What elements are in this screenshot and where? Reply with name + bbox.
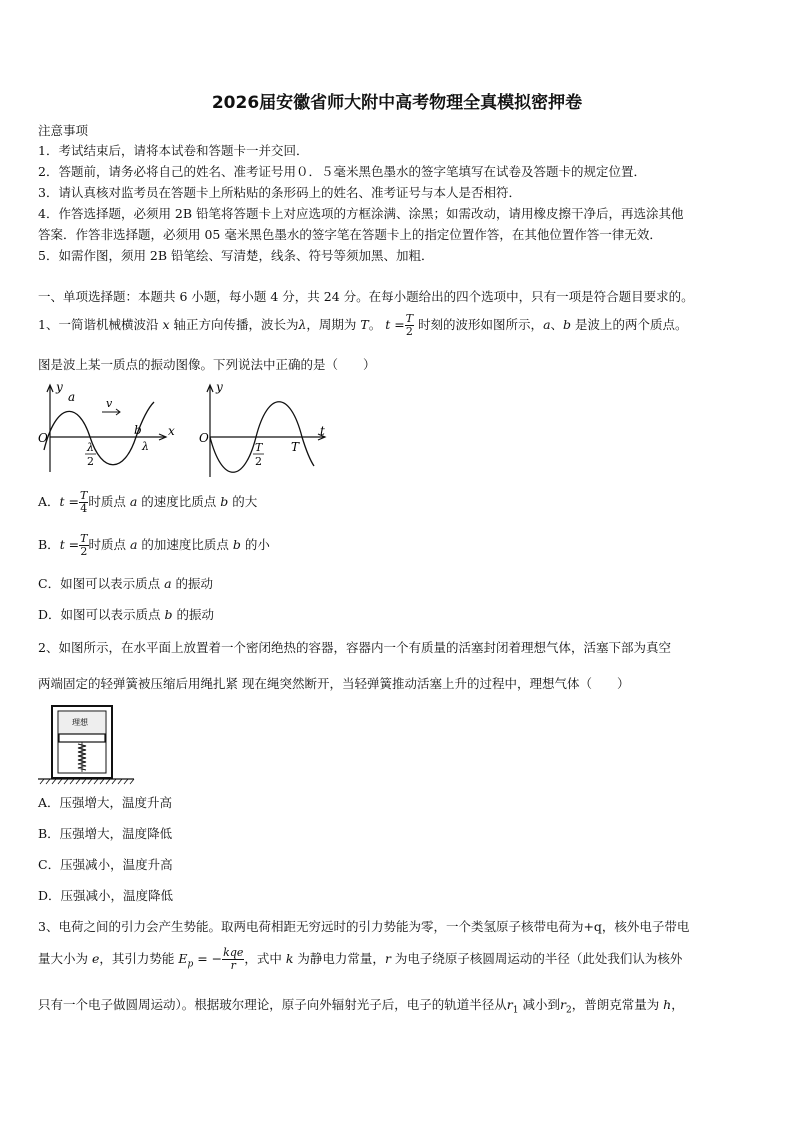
q3-stem-line1: 3、电荷之间的引力会产生势能。取两电荷相距无穷远时的引力势能为零，一个类氢原子核带电荷为+q，核外电子带电 [38,919,690,934]
wave-graph [38,380,178,480]
wave-x-label: x [168,424,175,438]
q3-stem-line3: 只有一个电子做圆周运动）。根据玻尔理论，原子向外辐射光子后，电子的轨道半径从$r_1$ 减小到$r_2$，普朗克常量为 h， [38,997,684,1016]
container-figure [38,705,138,785]
notice-item-4-cont: 答案．作答非选择题，必须用 05 毫米黑色墨水的签字笔在答题卡上的指定位置作答，在其他位置作答一律无效． [38,227,662,242]
vib-t-label: t [320,424,325,438]
vib-origin: O [199,431,209,445]
half-lambda-num: λ [87,441,94,454]
q1-option-a[interactable]: A．t = $\frac{T}{4}$ 时质点 a 的速度比质点 b 的大 [38,489,258,515]
point-a: a [68,390,76,404]
q3-stem-line2: 量大小为 e，其引力势能 $E_p$ = − $\frac{\text{kqe}}{r}$ ，式中 k 为静电力常量，r 为电子绕原子核圆周运动的半径（此处我们认为核外 [38,946,683,972]
half-lambda-den: 2 [87,455,94,468]
vibration-graph [200,380,335,485]
q1-option-d[interactable]: D．如图可以表示质点 b 的振动 [38,607,215,622]
velocity-label: v [106,397,113,410]
T-tick: T [291,440,300,454]
notice-item-5: 5．如需作图，须用 2B 铅笔绘、写清楚，线条、符号等须加黑、加粗． [38,248,434,263]
vib-y-label: y [216,380,223,394]
lambda-tick: λ [142,440,149,453]
q1-option-c[interactable]: C．如图可以表示质点 a 的振动 [38,576,213,591]
notice-item-1: 1．考试结束后，请将本试卷和答题卡一并交回． [38,143,309,158]
half-T-den: 2 [255,455,262,468]
wave-y-label: y [56,380,63,394]
q1-stem-line1: 1、一简谐机械横波沿 x 轴正方向传播，波长为λ，周期为 T。 t = $\frac{T}{2}$ 时刻的波形如图所示，a、b 是波上的两个质点。 [38,312,688,338]
q2-option-c[interactable]: C．压强减小，温度升高 [38,857,173,872]
point-b: b [134,423,142,437]
q1-stem-line2: 图是波上某一质点的振动图像。下列说法中正确的是（ ） [38,357,376,372]
gas-label: 理想 [72,718,88,727]
q1-option-b[interactable]: B．t = $\frac{T}{2}$ 时质点 a 的加速度比质点 b 的小 [38,532,270,558]
q2-option-a[interactable]: A．压强增大，温度升高 [38,795,173,810]
page-title: 2026届安徽省师大附中高考物理全真模拟密押卷 [211,93,583,113]
half-T-num: T [255,441,263,454]
notice-item-4: 4．作答选择题，必须用 2B 铅笔将答题卡上对应选项的方框涂满、涂黑；如需改动，请用橡皮擦干净后，再选涂其他 [38,206,684,221]
wave-origin: O [38,431,48,445]
q2-option-d[interactable]: D．压强减小，温度降低 [38,888,174,903]
notice-item-2: 2．答题前，请务必将自己的姓名、准考证号用０．５毫米黑色墨水的签字笔填写在试卷及答题卡的规定位置． [38,164,646,179]
q2-option-b[interactable]: B．压强增大，温度降低 [38,826,173,841]
q2-stem-line1: 2、如图所示，在水平面上放置着一个密闭绝热的容器，容器内一个有质量的活塞封闭着理想气体，活塞下部为真空 [38,640,671,655]
section-heading: 一、单项选择题：本题共 6 小题，每小题 4 分，共 24 分。在每小题给出的四个选项中，只有一项是符合题目要求的。 [38,289,694,304]
notice-item-3: 3．请认真核对监考员在答题卡上所粘贴的条形码上的姓名、准考证号与本人是否相符． [38,185,521,200]
q2-stem-line2: 两端固定的轻弹簧被压缩后用绳扎紧 现在绳突然断开，当轻弹簧推动活塞上升的过程中，理想气体（ ） [38,676,630,691]
notice-heading: 注意事项 [38,123,89,138]
